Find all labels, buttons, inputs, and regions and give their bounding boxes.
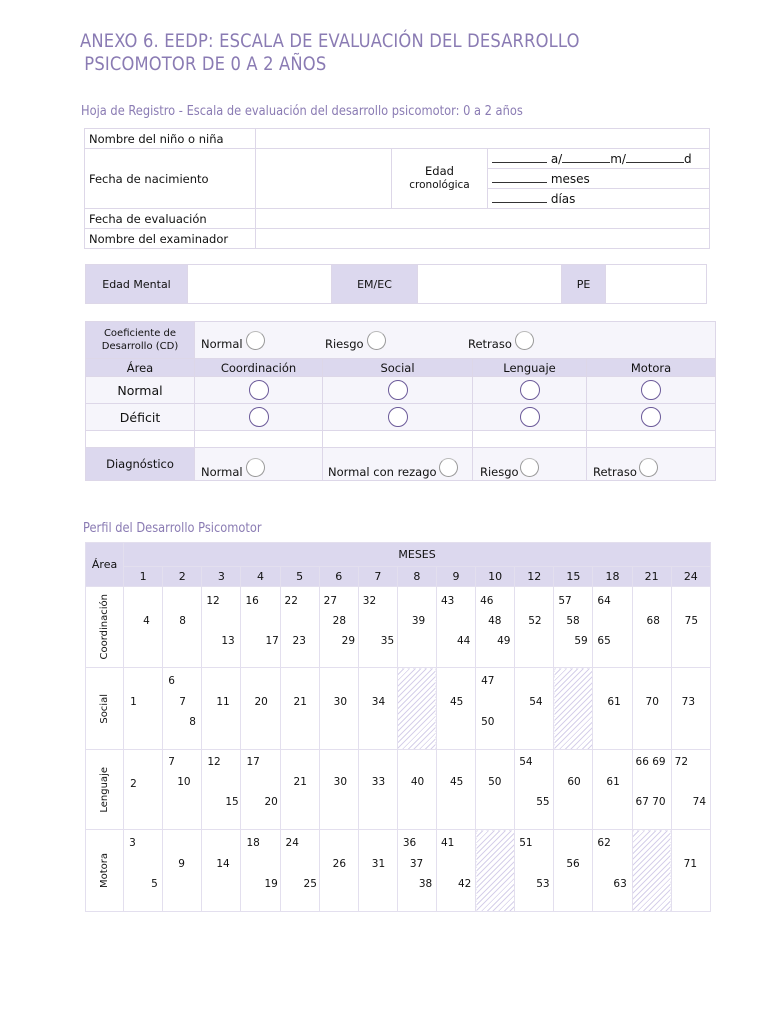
perfil-cell[interactable] bbox=[632, 587, 671, 668]
fecha-nacimiento-field[interactable] bbox=[256, 149, 392, 209]
perfil-cell[interactable] bbox=[476, 830, 515, 912]
perfil-item: 66 69 bbox=[635, 756, 666, 768]
perfil-cell[interactable] bbox=[280, 750, 319, 830]
edad-dias-field[interactable] bbox=[488, 189, 710, 209]
coef-line-2: Desarrollo (CD) bbox=[101, 341, 179, 352]
anos-label: a/ bbox=[550, 151, 563, 166]
perfil-cell[interactable] bbox=[515, 750, 554, 830]
perfil-item: 47 bbox=[481, 675, 495, 687]
month-header: 5 bbox=[280, 567, 319, 587]
area-header: Área bbox=[86, 359, 195, 377]
diag-rezago-radio[interactable] bbox=[439, 458, 458, 477]
diag-rezago-label: Normal con rezago bbox=[328, 465, 437, 479]
edad-mental-field[interactable] bbox=[188, 265, 332, 304]
perfil-item: 63 bbox=[613, 878, 627, 890]
perfil-item: 5 bbox=[151, 878, 158, 890]
meses-header: MESES bbox=[124, 543, 711, 567]
perfil-item: 71 bbox=[683, 858, 698, 870]
perfil-item: 15 bbox=[225, 796, 239, 808]
perfil-title: Perfil del Desarrollo Psicomotor bbox=[83, 521, 262, 536]
perfil-cell[interactable] bbox=[515, 587, 554, 668]
perfil-item: 35 bbox=[380, 635, 395, 647]
month-header: 4 bbox=[241, 567, 280, 587]
perfil-item: 65 bbox=[597, 635, 611, 647]
perfil-item: 34 bbox=[371, 696, 386, 708]
perfil-cell[interactable] bbox=[202, 587, 241, 668]
diag-rezago-cell bbox=[323, 448, 473, 481]
perfil-item: 41 bbox=[440, 837, 455, 849]
perfil-row bbox=[86, 668, 711, 750]
title-line-1: ANEXO 6. EEDP: ESCALA DE EVALUACIÓN DEL DESARROLLO bbox=[80, 30, 580, 52]
perfil-item: 49 bbox=[497, 635, 511, 647]
perfil-cell[interactable] bbox=[280, 830, 319, 912]
month-header: 1 bbox=[124, 567, 163, 587]
row-normal-label: Normal bbox=[86, 377, 195, 404]
cronologica-label: cronológica bbox=[409, 179, 470, 191]
perfil-item: 12 bbox=[207, 756, 221, 768]
diag-riesgo-radio[interactable] bbox=[520, 458, 539, 477]
perfil-item: 1 bbox=[130, 696, 137, 708]
perfil-item: 20 bbox=[254, 696, 268, 708]
perfil-item: 46 bbox=[480, 595, 494, 607]
perfil-item: 68 bbox=[646, 615, 660, 627]
perfil-item: 30 bbox=[333, 696, 348, 708]
diag-normal-radio[interactable] bbox=[246, 458, 265, 477]
perfil-item: 48 bbox=[488, 615, 502, 627]
edad-amd-field[interactable] bbox=[488, 149, 710, 169]
perfil-cell[interactable] bbox=[476, 750, 515, 830]
nombre-examinador-label: Nombre del examinador bbox=[85, 229, 256, 249]
diag-riesgo-label: Riesgo bbox=[480, 465, 519, 479]
perfil-cell[interactable] bbox=[319, 750, 358, 830]
perfil-cell[interactable] bbox=[280, 668, 319, 750]
perfil-item: 53 bbox=[536, 878, 550, 890]
registro-table bbox=[84, 128, 710, 249]
social-header: Social bbox=[323, 359, 473, 377]
perfil-item: 62 bbox=[597, 837, 611, 849]
perfil-cell[interactable] bbox=[397, 587, 436, 668]
perfil-item: 54 bbox=[529, 696, 543, 708]
month-header: 7 bbox=[358, 567, 397, 587]
perfil-cell[interactable] bbox=[124, 750, 163, 830]
perfil-cell[interactable] bbox=[593, 668, 632, 750]
perfil-item: 58 bbox=[566, 615, 580, 627]
perfil-cell[interactable] bbox=[163, 587, 202, 668]
perfil-item: 60 bbox=[567, 776, 581, 788]
perfil-cell[interactable] bbox=[124, 668, 163, 750]
perfil-cell[interactable] bbox=[632, 668, 671, 750]
perfil-item: 3 bbox=[129, 837, 136, 849]
coordinacion-deficit-radio[interactable] bbox=[249, 407, 269, 427]
perfil-item: 27 bbox=[323, 595, 338, 607]
nombre-nino-label: Nombre del niño o niña bbox=[85, 129, 256, 149]
perfil-item: 44 bbox=[456, 635, 471, 647]
perfil-cell[interactable] bbox=[554, 750, 593, 830]
perfil-row bbox=[86, 830, 711, 912]
perfil-item: 9 bbox=[178, 858, 185, 870]
em-ec-field[interactable] bbox=[418, 265, 562, 304]
perfil-item: 6 bbox=[168, 675, 175, 687]
perfil-cell[interactable] bbox=[358, 750, 397, 830]
perfil-item: 25 bbox=[303, 878, 317, 890]
perfil-item: 7 bbox=[168, 756, 175, 768]
perfil-cell[interactable] bbox=[319, 668, 358, 750]
cd-normal-radio[interactable] bbox=[246, 331, 265, 350]
perfil-item: 72 bbox=[674, 756, 689, 768]
perfil-item: 2 bbox=[130, 778, 137, 790]
perfil-item: 20 bbox=[264, 796, 278, 808]
perfil-item: 29 bbox=[341, 635, 356, 647]
perfil-item: 4 bbox=[143, 615, 150, 627]
perfil-cell[interactable] bbox=[241, 750, 280, 830]
diag-retraso-label: Retraso bbox=[593, 465, 637, 479]
perfil-cell[interactable] bbox=[397, 830, 436, 912]
perfil-cell[interactable] bbox=[593, 830, 632, 912]
perfil-item: 38 bbox=[418, 878, 433, 890]
month-header: 18 bbox=[593, 567, 632, 587]
perfil-cell[interactable] bbox=[476, 668, 515, 750]
perfil-area-header: Área bbox=[86, 543, 124, 587]
month-header: 9 bbox=[436, 567, 475, 587]
motora-normal-radio[interactable] bbox=[641, 380, 661, 400]
perfil-item: 75 bbox=[684, 615, 699, 627]
diag-normal-label: Normal bbox=[201, 465, 243, 479]
perfil-cell[interactable] bbox=[319, 587, 358, 668]
nombre-nino-field[interactable] bbox=[256, 129, 710, 149]
perfil-item: 54 bbox=[519, 756, 533, 768]
coordinacion-header: Coordinación bbox=[195, 359, 323, 377]
perfil-row bbox=[86, 750, 711, 830]
perfil-item: 39 bbox=[411, 615, 426, 627]
fecha-evaluacion-field[interactable] bbox=[256, 209, 710, 229]
motora-header: Motora bbox=[587, 359, 716, 377]
perfil-cell[interactable] bbox=[554, 830, 593, 912]
edad-label: Edad bbox=[425, 164, 454, 178]
perfil-item: 51 bbox=[519, 837, 533, 849]
perfil-item: 32 bbox=[362, 595, 377, 607]
perfil-cell[interactable] bbox=[671, 668, 710, 750]
perfil-item: 37 bbox=[409, 858, 424, 870]
fecha-nacimiento-label: Fecha de nacimiento bbox=[85, 149, 256, 209]
month-header: 2 bbox=[163, 567, 202, 587]
perfil-cell[interactable] bbox=[476, 587, 515, 668]
perfil-item: 50 bbox=[488, 776, 502, 788]
coef-line-1: Coeficiente de bbox=[103, 328, 177, 339]
title-line-2: PSICOMOTOR DE 0 A 2 AÑOS bbox=[84, 53, 327, 75]
perfil-cell[interactable] bbox=[241, 668, 280, 750]
perfil-item: 11 bbox=[216, 696, 230, 708]
perfil-item: 18 bbox=[246, 837, 260, 849]
perfil-table bbox=[85, 542, 711, 912]
registro-title: Hoja de Registro - Escala de evaluación del desarrollo psicomotor: 0 a 2 años bbox=[81, 104, 523, 119]
month-header: 24 bbox=[671, 567, 710, 587]
perfil-item: 45 bbox=[449, 696, 464, 708]
perfil-item: 56 bbox=[566, 858, 580, 870]
perfil-cell[interactable] bbox=[671, 750, 710, 830]
perfil-row-label: Social bbox=[99, 693, 111, 724]
edad-mental-table bbox=[85, 264, 707, 304]
perfil-item: 67 70 bbox=[635, 796, 666, 808]
month-header: 3 bbox=[202, 567, 241, 587]
cd-retraso-label: Retraso bbox=[468, 337, 512, 351]
perfil-cell[interactable] bbox=[280, 587, 319, 668]
motora-deficit-radio[interactable] bbox=[641, 407, 661, 427]
perfil-cell[interactable] bbox=[397, 750, 436, 830]
month-header: 10 bbox=[476, 567, 515, 587]
dias-label: días bbox=[550, 191, 576, 206]
meses-label: meses bbox=[550, 171, 590, 186]
perfil-item: 10 bbox=[177, 776, 191, 788]
diag-riesgo-cell bbox=[473, 448, 587, 481]
perfil-item: 19 bbox=[264, 878, 278, 890]
perfil-cell[interactable] bbox=[593, 587, 632, 668]
perfil-item: 17 bbox=[265, 635, 279, 647]
social-normal-radio[interactable] bbox=[388, 380, 408, 400]
lenguaje-normal-radio[interactable] bbox=[520, 380, 540, 400]
perfil-item: 14 bbox=[216, 858, 230, 870]
month-header: 8 bbox=[397, 567, 436, 587]
perfil-item: 21 bbox=[293, 696, 307, 708]
perfil-cell[interactable] bbox=[202, 750, 241, 830]
perfil-cell[interactable] bbox=[515, 830, 554, 912]
diag-normal-cell bbox=[195, 448, 323, 481]
perfil-item: 64 bbox=[597, 595, 611, 607]
perfil-row-label: Coordinación bbox=[99, 594, 111, 660]
perfil-cell[interactable] bbox=[124, 830, 163, 912]
perfil-item: 16 bbox=[245, 595, 259, 607]
meses-sep-label: m/ bbox=[610, 151, 626, 166]
perfil-item: 26 bbox=[332, 858, 347, 870]
pe-field[interactable] bbox=[606, 265, 707, 304]
perfil-item: 8 bbox=[189, 716, 196, 728]
perfil-item: 12 bbox=[206, 595, 220, 607]
perfil-cell[interactable] bbox=[358, 668, 397, 750]
perfil-cell[interactable] bbox=[319, 830, 358, 912]
diagnostico-label: Diagnóstico bbox=[86, 448, 195, 481]
perfil-cell[interactable] bbox=[515, 668, 554, 750]
perfil-item: 52 bbox=[528, 615, 542, 627]
edad-cronologica-label bbox=[392, 149, 488, 209]
perfil-item: 33 bbox=[371, 776, 386, 788]
perfil-item: 57 bbox=[558, 595, 572, 607]
perfil-cell[interactable] bbox=[436, 750, 475, 830]
nombre-examinador-field[interactable] bbox=[256, 229, 710, 249]
cd-options bbox=[195, 322, 716, 359]
perfil-cell[interactable] bbox=[632, 750, 671, 830]
perfil-item: 61 bbox=[607, 696, 621, 708]
perfil-cell[interactable] bbox=[554, 668, 593, 750]
coordinacion-normal-radio[interactable] bbox=[249, 380, 269, 400]
dias-sep-label: d bbox=[683, 151, 692, 166]
edad-meses-field[interactable] bbox=[488, 169, 710, 189]
page-title bbox=[80, 30, 580, 76]
perfil-cell[interactable] bbox=[241, 587, 280, 668]
perfil-cell[interactable] bbox=[358, 830, 397, 912]
perfil-item: 23 bbox=[292, 635, 306, 647]
perfil-item: 40 bbox=[410, 776, 425, 788]
perfil-item: 36 bbox=[402, 837, 417, 849]
pe-label: PE bbox=[562, 265, 606, 304]
coef-desarrollo-label bbox=[86, 322, 195, 359]
perfil-item: 22 bbox=[284, 595, 298, 607]
perfil-item: 45 bbox=[449, 776, 464, 788]
perfil-row-label: Motora bbox=[99, 852, 111, 889]
cd-riesgo-label: Riesgo bbox=[325, 337, 364, 351]
month-header: 12 bbox=[515, 567, 554, 587]
perfil-item: 50 bbox=[481, 716, 495, 728]
cd-retraso-radio[interactable] bbox=[515, 331, 534, 350]
cd-table bbox=[85, 321, 716, 481]
cd-normal-label: Normal bbox=[201, 337, 243, 351]
perfil-cell[interactable] bbox=[163, 830, 202, 912]
perfil-cell[interactable] bbox=[202, 830, 241, 912]
month-header: 6 bbox=[319, 567, 358, 587]
perfil-cell[interactable] bbox=[436, 830, 475, 912]
diag-retraso-radio[interactable] bbox=[639, 458, 658, 477]
perfil-item: 17 bbox=[246, 756, 260, 768]
perfil-cell[interactable] bbox=[202, 668, 241, 750]
perfil-cell[interactable] bbox=[593, 750, 632, 830]
perfil-cell[interactable] bbox=[358, 587, 397, 668]
perfil-item: 74 bbox=[692, 796, 707, 808]
month-header: 21 bbox=[632, 567, 671, 587]
perfil-cell[interactable] bbox=[554, 587, 593, 668]
edad-mental-label: Edad Mental bbox=[86, 265, 188, 304]
perfil-cell[interactable] bbox=[436, 587, 475, 668]
perfil-item: 61 bbox=[606, 776, 620, 788]
perfil-row-label: Lenguaje bbox=[99, 766, 111, 813]
perfil-item: 24 bbox=[285, 837, 299, 849]
fecha-evaluacion-label: Fecha de evaluación bbox=[85, 209, 256, 229]
perfil-item: 28 bbox=[332, 615, 347, 627]
month-header: 15 bbox=[554, 567, 593, 587]
perfil-cell[interactable] bbox=[124, 587, 163, 668]
diag-retraso-cell bbox=[587, 448, 716, 481]
perfil-item: 43 bbox=[440, 595, 455, 607]
perfil-item: 59 bbox=[574, 635, 588, 647]
lenguaje-header: Lenguaje bbox=[473, 359, 587, 377]
perfil-cell[interactable] bbox=[632, 830, 671, 912]
cd-riesgo-radio[interactable] bbox=[367, 331, 386, 350]
perfil-cell[interactable] bbox=[671, 830, 710, 912]
perfil-item: 21 bbox=[293, 776, 307, 788]
perfil-cell[interactable] bbox=[163, 750, 202, 830]
perfil-item: 13 bbox=[221, 635, 235, 647]
perfil-item: 73 bbox=[681, 696, 696, 708]
perfil-item: 31 bbox=[371, 858, 386, 870]
lenguaje-deficit-radio[interactable] bbox=[520, 407, 540, 427]
perfil-cell[interactable] bbox=[163, 668, 202, 750]
social-deficit-radio[interactable] bbox=[388, 407, 408, 427]
perfil-cell[interactable] bbox=[241, 830, 280, 912]
perfil-cell[interactable] bbox=[436, 668, 475, 750]
perfil-item: 70 bbox=[645, 696, 659, 708]
perfil-cell[interactable] bbox=[397, 668, 436, 750]
perfil-row bbox=[86, 587, 711, 668]
perfil-item: 42 bbox=[457, 878, 472, 890]
perfil-cell[interactable] bbox=[671, 587, 710, 668]
perfil-item: 8 bbox=[179, 615, 186, 627]
perfil-item: 30 bbox=[333, 776, 348, 788]
perfil-item: 7 bbox=[179, 696, 186, 708]
perfil-item: 55 bbox=[536, 796, 550, 808]
em-ec-label: EM/EC bbox=[332, 265, 418, 304]
row-deficit-label: Déficit bbox=[86, 404, 195, 431]
